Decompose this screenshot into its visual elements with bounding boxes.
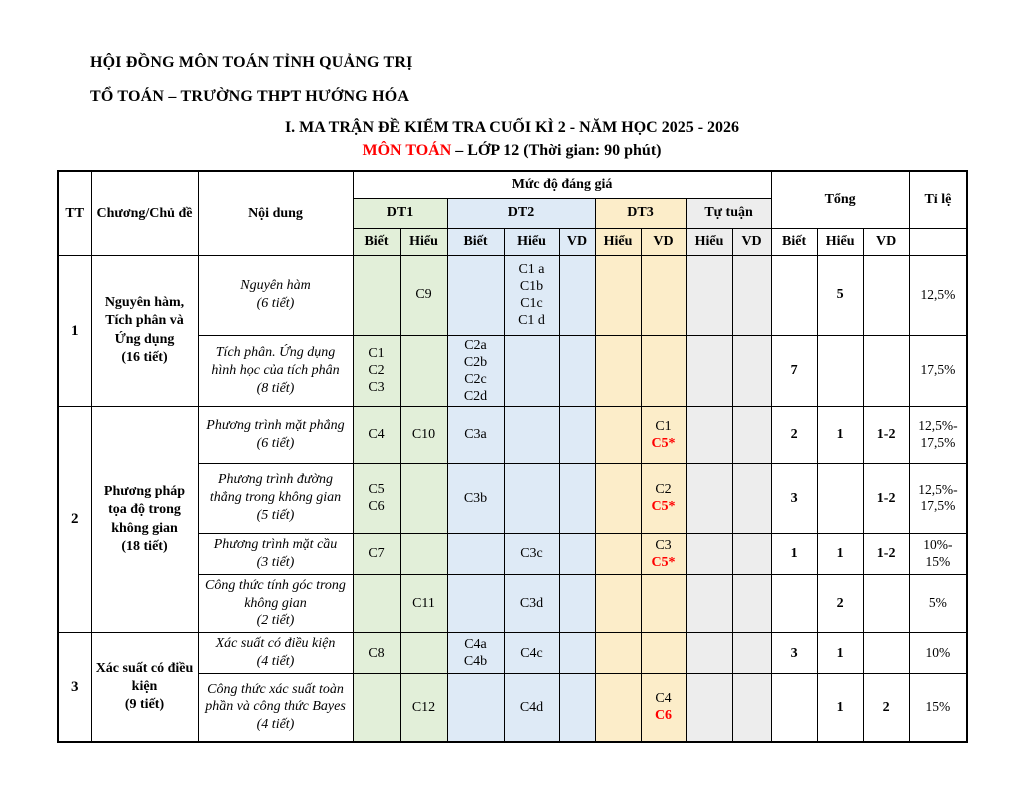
chapter-number: 3 xyxy=(58,633,91,742)
cell-tong-hieu: 1 xyxy=(817,633,863,674)
cell-dt3-vd: C3 C5* xyxy=(641,533,686,574)
cell-tong-biet xyxy=(771,674,817,742)
subtitle-rest: – LỚP 12 (Thời gian: 90 phút) xyxy=(451,142,662,159)
header-group-dt2: DT2 xyxy=(447,198,595,228)
header-group-tu-luan: Tự tuận xyxy=(686,198,771,228)
cell-tl-hieu xyxy=(686,633,732,674)
cell-tong-biet: 1 xyxy=(771,533,817,574)
cell-tl-vd xyxy=(732,574,771,633)
cell-tong-hieu: 1 xyxy=(817,533,863,574)
cell-tong-biet: 2 xyxy=(771,406,817,463)
subheader-tong-hieu: Hiểu xyxy=(817,228,863,255)
cell-dt2-biet xyxy=(447,674,504,742)
cell-dt1-hieu: C10 xyxy=(400,406,447,463)
cell-dt1-biet xyxy=(353,574,400,633)
table-row xyxy=(58,406,967,463)
cell-dt1-hieu: C12 xyxy=(400,674,447,742)
cell-tl-hieu xyxy=(686,674,732,742)
cell-tong-vd xyxy=(863,574,909,633)
cell-dt3-hieu xyxy=(595,574,641,633)
cell-dt2-biet: C3a xyxy=(447,406,504,463)
cell-tong-hieu: 2 xyxy=(817,574,863,633)
cell-dt1-hieu xyxy=(400,633,447,674)
cell-ti-le: 10%- 15% xyxy=(909,533,967,574)
cell-dt1-hieu xyxy=(400,463,447,533)
cell-dt2-biet xyxy=(447,255,504,335)
cell-dt1-biet: C1 C2 C3 xyxy=(353,335,400,406)
topic-cell: Công thức tính góc trong không gian (2 tiết) xyxy=(198,574,353,633)
header-noi-dung: Nội dung xyxy=(198,171,353,255)
chapter-number: 1 xyxy=(58,255,91,406)
cell-tong-vd xyxy=(863,335,909,406)
cell-dt2-hieu: C3d xyxy=(504,574,559,633)
header-ti-le: Tỉ lệ xyxy=(909,171,967,228)
cell-dt2-biet xyxy=(447,574,504,633)
cell-dt2-vd xyxy=(559,574,595,633)
cell-dt1-biet: C8 xyxy=(353,633,400,674)
cell-dt1-hieu xyxy=(400,533,447,574)
header-group-dt1: DT1 xyxy=(353,198,447,228)
document-subtitle xyxy=(0,142,1024,160)
subheader-dt1-hieu: Hiểu xyxy=(400,228,447,255)
cell-dt2-biet: C2a C2b C2c C2d xyxy=(447,335,504,406)
cell-tl-vd xyxy=(732,335,771,406)
org-name-line1: HỘI ĐỒNG MÔN TOÁN TỈNH QUẢNG TRỊ xyxy=(90,54,413,71)
table-row xyxy=(58,633,967,674)
cell-tl-hieu xyxy=(686,406,732,463)
cell-dt1-biet: C5 C6 xyxy=(353,463,400,533)
cell-dt3-vd xyxy=(641,255,686,335)
cell-dt3-vd: C2 C5* xyxy=(641,463,686,533)
cell-dt2-hieu: C1 a C1b C1c C1 d xyxy=(504,255,559,335)
chapter-number: 2 xyxy=(58,406,91,633)
topic-cell: Tích phân. Ứng dụng hình học của tích phân (8 tiết) xyxy=(198,335,353,406)
cell-tong-vd: 1-2 xyxy=(863,533,909,574)
cell-dt3-hieu xyxy=(595,255,641,335)
topic-cell: Phương trình mặt cầu (3 tiết) xyxy=(198,533,353,574)
cell-tl-vd xyxy=(732,533,771,574)
cell-tl-vd xyxy=(732,255,771,335)
cell-dt2-vd xyxy=(559,533,595,574)
cell-tl-hieu xyxy=(686,574,732,633)
cell-dt3-hieu xyxy=(595,674,641,742)
cell-tong-vd: 1-2 xyxy=(863,463,909,533)
cell-tong-hieu: 1 xyxy=(817,674,863,742)
subheader-dt2-hieu: Hiểu xyxy=(504,228,559,255)
cell-ti-le: 5% xyxy=(909,574,967,633)
cell-dt2-biet: C3b xyxy=(447,463,504,533)
cell-tl-hieu xyxy=(686,463,732,533)
cell-tong-biet xyxy=(771,255,817,335)
cell-dt2-vd xyxy=(559,255,595,335)
topic-cell: Công thức xác suất toàn phần và công thức Bayes (4 tiết) xyxy=(198,674,353,742)
chapter-title: Xác suất có điều kiện (9 tiết) xyxy=(91,633,198,742)
subheader-dt2-biet: Biết xyxy=(447,228,504,255)
header-chuong: Chương/Chủ đề xyxy=(91,171,198,255)
cell-dt3-hieu xyxy=(595,335,641,406)
cell-dt2-hieu: C4d xyxy=(504,674,559,742)
subheader-tong-biet: Biết xyxy=(771,228,817,255)
cell-tong-vd xyxy=(863,633,909,674)
cell-ti-le: 12,5% xyxy=(909,255,967,335)
cell-dt2-hieu: C3c xyxy=(504,533,559,574)
cell-dt3-hieu xyxy=(595,463,641,533)
chapter-title: Nguyên hàm, Tích phân và Ứng dụng (16 tiết) xyxy=(91,255,198,406)
cell-tong-vd xyxy=(863,255,909,335)
cell-dt1-hieu: C9 xyxy=(400,255,447,335)
cell-ti-le: 15% xyxy=(909,674,967,742)
cell-tl-hieu xyxy=(686,335,732,406)
topic-cell: Phương trình mặt phẳng (6 tiết) xyxy=(198,406,353,463)
cell-dt3-hieu xyxy=(595,633,641,674)
cell-tong-hieu xyxy=(817,335,863,406)
topic-cell: Phương trình đường thẳng trong không gian (5 tiết) xyxy=(198,463,353,533)
cell-dt3-vd xyxy=(641,633,686,674)
subheader-tuluan-hieu: Hiểu xyxy=(686,228,732,255)
org-name-line2: TỔ TOÁN – TRƯỜNG THPT HƯỚNG HÓA xyxy=(90,88,410,105)
cell-tl-hieu xyxy=(686,533,732,574)
subheader-dt3-vd: VD xyxy=(641,228,686,255)
cell-dt3-vd: C4 C6 xyxy=(641,674,686,742)
header-muc-do-danh-gia: Mức độ đáng giá xyxy=(353,171,771,198)
cell-dt1-biet xyxy=(353,674,400,742)
matrix-table-body xyxy=(58,255,967,742)
exam-matrix-table xyxy=(57,170,968,743)
topic-cell: Nguyên hàm (6 tiết) xyxy=(198,255,353,335)
cell-dt2-hieu xyxy=(504,406,559,463)
cell-dt2-biet: C4a C4b xyxy=(447,633,504,674)
cell-dt3-vd xyxy=(641,574,686,633)
cell-tong-biet: 3 xyxy=(771,463,817,533)
cell-dt2-vd xyxy=(559,633,595,674)
cell-dt2-vd xyxy=(559,674,595,742)
subheader-dt1-biet: Biết xyxy=(353,228,400,255)
cell-tl-hieu xyxy=(686,255,732,335)
cell-ti-le: 12,5%- 17,5% xyxy=(909,406,967,463)
subheader-tuluan-vd: VD xyxy=(732,228,771,255)
matrix-table-container xyxy=(57,170,968,743)
document-title: I. MA TRẬN ĐỀ KIỂM TRA CUỐI KÌ 2 - NĂM HỌC 2025 - 2026 xyxy=(284,119,740,136)
cell-dt1-biet xyxy=(353,255,400,335)
cell-dt1-biet: C7 xyxy=(353,533,400,574)
cell-dt3-vd: C1 C5* xyxy=(641,406,686,463)
cell-tong-vd: 1-2 xyxy=(863,406,909,463)
cell-dt2-hieu: C4c xyxy=(504,633,559,674)
header-tong: Tổng xyxy=(771,171,909,228)
cell-tong-hieu xyxy=(817,463,863,533)
cell-tong-biet: 3 xyxy=(771,633,817,674)
table-row xyxy=(58,255,967,335)
cell-tong-hieu: 1 xyxy=(817,406,863,463)
subheader-dt2-vd: VD xyxy=(559,228,595,255)
header-group-dt3: DT3 xyxy=(595,198,686,228)
table-header xyxy=(58,171,967,255)
cell-dt2-hieu xyxy=(504,463,559,533)
cell-dt2-hieu xyxy=(504,335,559,406)
cell-dt1-hieu: C11 xyxy=(400,574,447,633)
cell-tong-vd: 2 xyxy=(863,674,909,742)
subject-name: MÔN TOÁN xyxy=(362,142,452,159)
cell-ti-le: 12,5%- 17,5% xyxy=(909,463,967,533)
cell-tong-hieu: 5 xyxy=(817,255,863,335)
header-tt: TT xyxy=(58,171,91,255)
chapter-title: Phương pháp tọa độ trong không gian (18 tiết) xyxy=(91,406,198,633)
cell-ti-le: 10% xyxy=(909,633,967,674)
cell-dt3-hieu xyxy=(595,406,641,463)
cell-tong-biet xyxy=(771,574,817,633)
subheader-tile-empty xyxy=(909,228,967,255)
cell-dt3-vd xyxy=(641,335,686,406)
cell-dt2-vd xyxy=(559,406,595,463)
cell-dt2-biet xyxy=(447,533,504,574)
cell-dt1-biet: C4 xyxy=(353,406,400,463)
cell-tl-vd xyxy=(732,463,771,533)
subheader-tong-vd: VD xyxy=(863,228,909,255)
cell-tl-vd xyxy=(732,406,771,463)
cell-tl-vd xyxy=(732,674,771,742)
cell-dt2-vd xyxy=(559,335,595,406)
cell-dt1-hieu xyxy=(400,335,447,406)
subheader-dt3-hieu: Hiểu xyxy=(595,228,641,255)
topic-cell: Xác suất có điều kiện (4 tiết) xyxy=(198,633,353,674)
cell-tong-biet: 7 xyxy=(771,335,817,406)
cell-ti-le: 17,5% xyxy=(909,335,967,406)
cell-dt2-vd xyxy=(559,463,595,533)
cell-tl-vd xyxy=(732,633,771,674)
cell-dt3-hieu xyxy=(595,533,641,574)
